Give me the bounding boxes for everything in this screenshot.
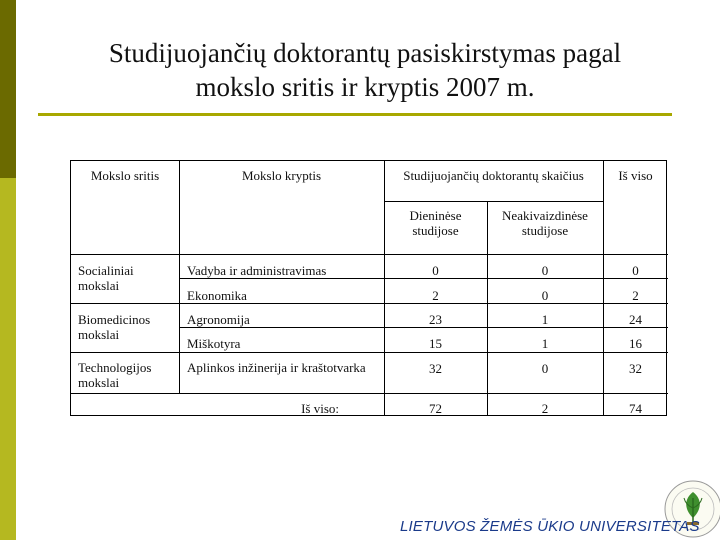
direction-cell: Agronomija (187, 312, 250, 327)
total-cell: 2 (632, 288, 639, 303)
field-technology: Technologijos mokslai (78, 360, 152, 390)
direction-cell: Ekonomika (187, 288, 247, 303)
table-hline (179, 278, 668, 279)
extramural-cell: 0 (541, 288, 549, 303)
direction-cell: Aplinkos inžinerija ir kraštotvarka (187, 360, 366, 375)
extramural-cell: 0 (541, 361, 549, 376)
table-hline (71, 303, 668, 304)
extramural-cell: 1 (541, 312, 549, 327)
field-biomedical: Biomedicinos mokslai (78, 312, 151, 342)
slide-title (40, 36, 690, 104)
header-count-group: Studijuojančių doktorantų skaičius (403, 168, 584, 183)
table-hline (71, 352, 668, 353)
totals-label: Iš viso: (301, 401, 339, 416)
header-direction: Mokslo kryptis (241, 168, 322, 183)
total-cell: 24 (629, 312, 642, 327)
total-cell: 0 (632, 263, 639, 278)
header-extramural: Neakivaizdinėse studijose (502, 208, 588, 238)
university-name: LIETUVOS ŽEMĖS ŪKIO UNIVERSITETAS (400, 518, 700, 535)
total-cell: 32 (629, 361, 642, 376)
fulltime-cell: 32 (429, 361, 442, 376)
header-fulltime: Dieninėse studijose (409, 208, 462, 238)
table-hline (71, 393, 668, 394)
title-line-2: mokslo sritis ir kryptis 2007 m. (195, 72, 535, 102)
total-cell: 16 (629, 336, 642, 351)
fulltime-cell: 0 (432, 263, 439, 278)
table-vline (487, 201, 488, 416)
doctoral-students-table (70, 160, 667, 416)
title-line-1: Studijuojančių doktorantų pasiskirstymas pagal (108, 38, 622, 68)
table-hline (179, 327, 668, 328)
fulltime-cell: 23 (429, 312, 442, 327)
field-social: Socialiniai mokslai (78, 263, 134, 293)
table-vline (179, 161, 180, 393)
fulltime-cell: 15 (429, 336, 442, 351)
totals-extramural: 2 (541, 401, 549, 416)
sidebar-accent-dark (0, 0, 16, 178)
title-divider (38, 113, 672, 116)
table-hline (384, 201, 603, 202)
header-total: Iš viso (618, 168, 653, 183)
table-hline (71, 254, 668, 255)
totals-fulltime: 72 (429, 401, 442, 416)
direction-cell: Vadyba ir administravimas (187, 263, 327, 278)
fulltime-cell: 2 (432, 288, 439, 303)
extramural-cell: 1 (541, 336, 549, 351)
totals-total: 74 (629, 401, 642, 416)
header-field: Mokslo sritis (90, 168, 160, 183)
direction-cell: Miškotyra (187, 336, 241, 351)
sidebar-accent-light (0, 178, 16, 540)
extramural-cell: 0 (541, 263, 549, 278)
